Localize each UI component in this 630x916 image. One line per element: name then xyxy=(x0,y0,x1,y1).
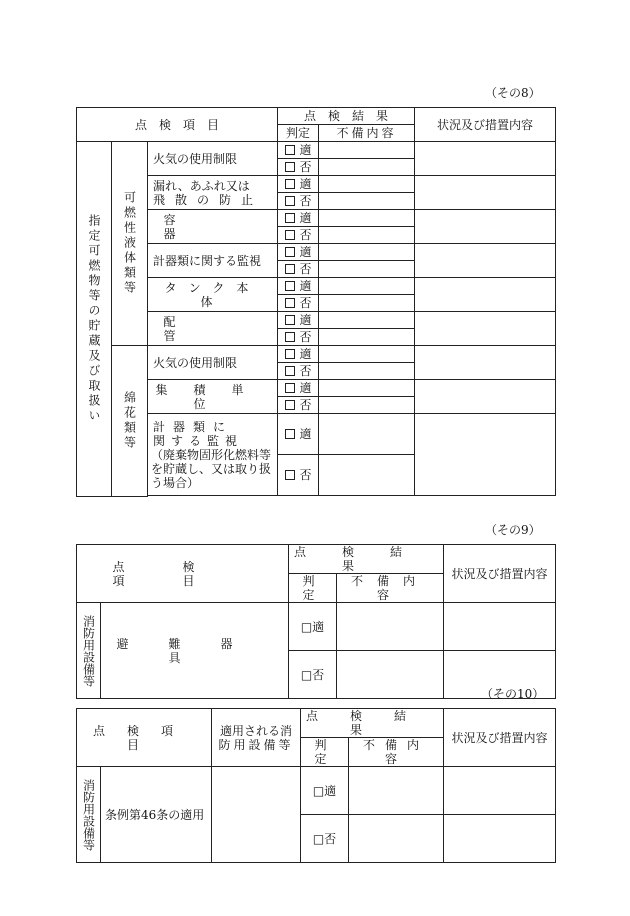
judge-ok[interactable]: 適 xyxy=(278,142,319,159)
checkbox[interactable] xyxy=(285,400,295,410)
defect-cell[interactable] xyxy=(319,329,415,346)
item-label: タンク本体 xyxy=(148,278,278,312)
checkbox[interactable] xyxy=(285,298,295,308)
judge-ok[interactable]: 適 xyxy=(278,312,319,329)
defect-cell[interactable] xyxy=(319,244,415,261)
judge-ok[interactable]: 適 xyxy=(278,380,319,397)
item-label: 条例第46条の適用 xyxy=(101,767,212,863)
section-label-10: （その10） xyxy=(481,687,545,701)
section-label-8: （その8） xyxy=(485,86,541,100)
defect-cell[interactable] xyxy=(319,159,415,176)
status-cell[interactable] xyxy=(415,142,556,176)
judge-ok[interactable]: 適 xyxy=(278,210,319,227)
checkbox[interactable] xyxy=(285,247,295,257)
inspection-table-10 xyxy=(76,708,556,863)
category-b: 綿花類等 xyxy=(112,346,148,497)
status-cell[interactable] xyxy=(415,176,556,210)
judge-ok[interactable]: 適 xyxy=(278,414,319,455)
item-label: 火気の使用制限 xyxy=(148,142,278,176)
checkbox[interactable] xyxy=(285,281,295,291)
status-cell[interactable] xyxy=(415,380,556,414)
status-cell[interactable] xyxy=(415,244,556,278)
defect-cell[interactable] xyxy=(319,142,415,159)
defect-cell[interactable] xyxy=(319,193,415,210)
item-label: 集積単位 xyxy=(148,380,278,414)
header-result: 点検結果 xyxy=(301,709,444,738)
category: 消防用設備等 xyxy=(77,603,101,699)
header-item: 点 検 項 目 xyxy=(77,108,278,142)
applied-equipment-cell[interactable] xyxy=(212,767,301,863)
defect-cell[interactable] xyxy=(319,397,415,414)
checkbox[interactable] xyxy=(285,349,295,359)
judge-ng[interactable]: 否 xyxy=(278,363,319,380)
judge-ng[interactable]: 否 xyxy=(278,227,319,244)
status-cell[interactable] xyxy=(444,603,556,651)
item-label: 配管 xyxy=(148,312,278,346)
header-judge: 判定 xyxy=(301,738,349,767)
header-judge: 判定 xyxy=(289,574,337,603)
judge-ng[interactable]: □否 xyxy=(289,651,337,699)
checkbox[interactable] xyxy=(285,264,295,274)
checkbox[interactable] xyxy=(285,145,295,155)
item-label: 火気の使用制限 xyxy=(148,346,278,380)
header-status: 状況及び措置内容 xyxy=(444,545,556,603)
header-status: 状況及び措置内容 xyxy=(444,709,556,767)
judge-ng[interactable]: 否 xyxy=(278,261,319,278)
header-defect: 不備内容 xyxy=(337,574,444,603)
checkbox[interactable] xyxy=(285,429,295,439)
category-a: 可燃性液体類等 xyxy=(112,142,148,346)
checkbox[interactable] xyxy=(285,332,295,342)
status-cell[interactable] xyxy=(415,312,556,346)
status-cell[interactable] xyxy=(444,815,556,863)
judge-ok[interactable]: 適 xyxy=(278,346,319,363)
judge-ok[interactable]: 適 xyxy=(278,176,319,193)
status-cell[interactable] xyxy=(415,210,556,244)
defect-cell[interactable] xyxy=(319,295,415,312)
checkbox[interactable] xyxy=(285,213,295,223)
checkbox[interactable] xyxy=(285,470,295,480)
judge-ok[interactable]: 適 xyxy=(278,278,319,295)
item-label: 計器類に関する監視 xyxy=(148,244,278,278)
item-label: 計器類に 関する監視 （廃棄物固形化燃料等 を貯蔵し、又は取り扱 う場合） xyxy=(148,414,278,496)
judge-ng[interactable]: 否 xyxy=(278,193,319,210)
header-defect: 不備内容 xyxy=(349,738,444,767)
category-main: 指定可燃物等の貯蔵及び取扱い xyxy=(77,142,112,497)
header-result: 点 検 結 果 xyxy=(278,108,415,125)
judge-ok[interactable]: 適 xyxy=(278,244,319,261)
header-item: 点検項目 xyxy=(77,709,212,767)
header-status: 状況及び措置内容 xyxy=(415,108,556,142)
header-item: 点検項目 xyxy=(77,545,289,603)
defect-cell[interactable] xyxy=(319,261,415,278)
defect-cell[interactable] xyxy=(319,346,415,363)
defect-cell[interactable] xyxy=(319,227,415,244)
checkbox[interactable] xyxy=(285,179,295,189)
item-label: 容器 xyxy=(148,210,278,244)
judge-ok[interactable]: □適 xyxy=(301,767,349,815)
defect-cell[interactable] xyxy=(337,603,444,651)
status-cell[interactable] xyxy=(444,767,556,815)
judge-ng[interactable]: 否 xyxy=(278,159,319,176)
status-cell[interactable] xyxy=(415,278,556,312)
header-result: 点検結果 xyxy=(289,545,444,574)
defect-cell[interactable] xyxy=(319,210,415,227)
defect-cell[interactable] xyxy=(349,767,444,815)
checkbox[interactable] xyxy=(285,230,295,240)
judge-ng[interactable]: 否 xyxy=(278,295,319,312)
header-applied: 適用される消 防用設備等 xyxy=(212,709,301,767)
inspection-table-9 xyxy=(76,544,556,699)
defect-cell[interactable] xyxy=(319,176,415,193)
section-label-9: （その9） xyxy=(485,523,541,537)
checkbox[interactable] xyxy=(285,366,295,376)
defect-cell[interactable] xyxy=(319,414,415,455)
checkbox[interactable] xyxy=(285,162,295,172)
status-cell[interactable] xyxy=(415,414,556,496)
header-defect: 不備内容 xyxy=(319,125,415,142)
judge-ng[interactable]: 否 xyxy=(278,455,319,496)
defect-cell[interactable] xyxy=(319,312,415,329)
defect-cell[interactable] xyxy=(349,815,444,863)
judge-ok[interactable]: □適 xyxy=(289,603,337,651)
checkbox[interactable] xyxy=(285,315,295,325)
category: 消防用設備等 xyxy=(77,767,101,863)
judge-ng[interactable]: □否 xyxy=(301,815,349,863)
judge-ng[interactable]: 否 xyxy=(278,329,319,346)
status-cell[interactable] xyxy=(415,346,556,380)
inspection-table-8 xyxy=(76,107,556,497)
item-label: 漏れ、あふれ又は 飛散の防止 xyxy=(148,176,278,210)
defect-cell[interactable] xyxy=(337,651,444,699)
defect-cell[interactable] xyxy=(319,363,415,380)
item-label: 避難器具 xyxy=(101,603,289,699)
header-judge: 判定 xyxy=(278,125,319,142)
checkbox[interactable] xyxy=(285,383,295,393)
defect-cell[interactable] xyxy=(319,278,415,295)
judge-ng[interactable]: 否 xyxy=(278,397,319,414)
defect-cell[interactable] xyxy=(319,455,415,496)
checkbox[interactable] xyxy=(285,196,295,206)
defect-cell[interactable] xyxy=(319,380,415,397)
